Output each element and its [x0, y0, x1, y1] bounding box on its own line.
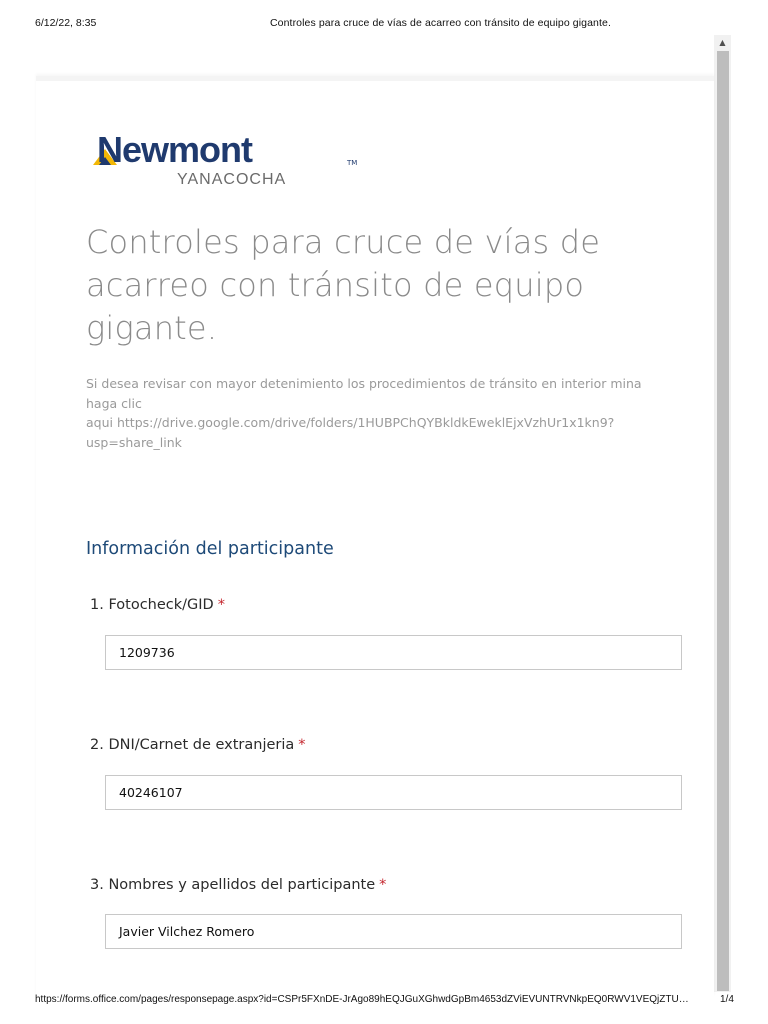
print-title: Controles para cruce de vías de acarreo con tránsito de equipo gigante.: [270, 17, 611, 29]
print-url: https://forms.office.com/pages/responsepage.aspx?id=CSPr5FXnDE-JrAgo89hEQJGuXGhwdGpBm4653dZViEVUNTRVNkpEQ0RWV1VEQjZTU…: [35, 994, 689, 1005]
question-text: 2. DNI/Carnet de extranjeria: [90, 737, 295, 753]
question-label: [90, 597, 690, 613]
form-card: [36, 76, 714, 997]
required-asterisk: *: [298, 737, 306, 753]
description-line: Si desea revisar con mayor detenimiento los procedimientos de tránsito en interior mina haga clic: [86, 376, 642, 411]
form-description: [86, 374, 676, 452]
question-nombres: [90, 877, 690, 939]
print-header: [0, 0, 768, 40]
question-text: 3. Nombres y apellidos del participante: [90, 877, 376, 893]
section-title: Información del participante: [86, 539, 334, 559]
print-footer: [0, 992, 768, 1012]
form-title: Controles para cruce de vías de acarreo con tránsito de equipo gigante.: [86, 223, 601, 347]
print-date: 6/12/22, 8:35: [35, 17, 97, 29]
print-page-number: 1/4: [720, 994, 734, 1005]
fotocheck-field[interactable]: 1209736: [105, 635, 682, 670]
required-asterisk: *: [379, 877, 387, 893]
question-label: [90, 737, 690, 753]
logo-wordmark: Newmont: [97, 129, 252, 170]
vertical-scrollbar[interactable]: [714, 35, 731, 992]
nombres-field[interactable]: Javier Vilchez Romero: [105, 914, 682, 949]
logo-subtitle: YANACOCHA: [177, 171, 287, 188]
question-dni: [90, 737, 690, 800]
description-link-line[interactable]: aqui https://drive.google.com/drive/folders/1HUBPChQYBkldkEweklEjxVzhUr1x1kn9?usp=share_link: [86, 415, 615, 450]
newmont-logo: [93, 129, 358, 193]
required-asterisk: *: [217, 597, 225, 613]
scrollbar-thumb[interactable]: [717, 51, 729, 991]
question-label: [90, 877, 690, 893]
question-text: 1. Fotocheck/GID: [90, 597, 214, 613]
question-fotocheck: [90, 597, 690, 660]
logo-trademark: TM: [347, 159, 358, 167]
dni-field[interactable]: 40246107: [105, 775, 682, 810]
chevron-up-icon[interactable]: ▲: [719, 38, 726, 47]
